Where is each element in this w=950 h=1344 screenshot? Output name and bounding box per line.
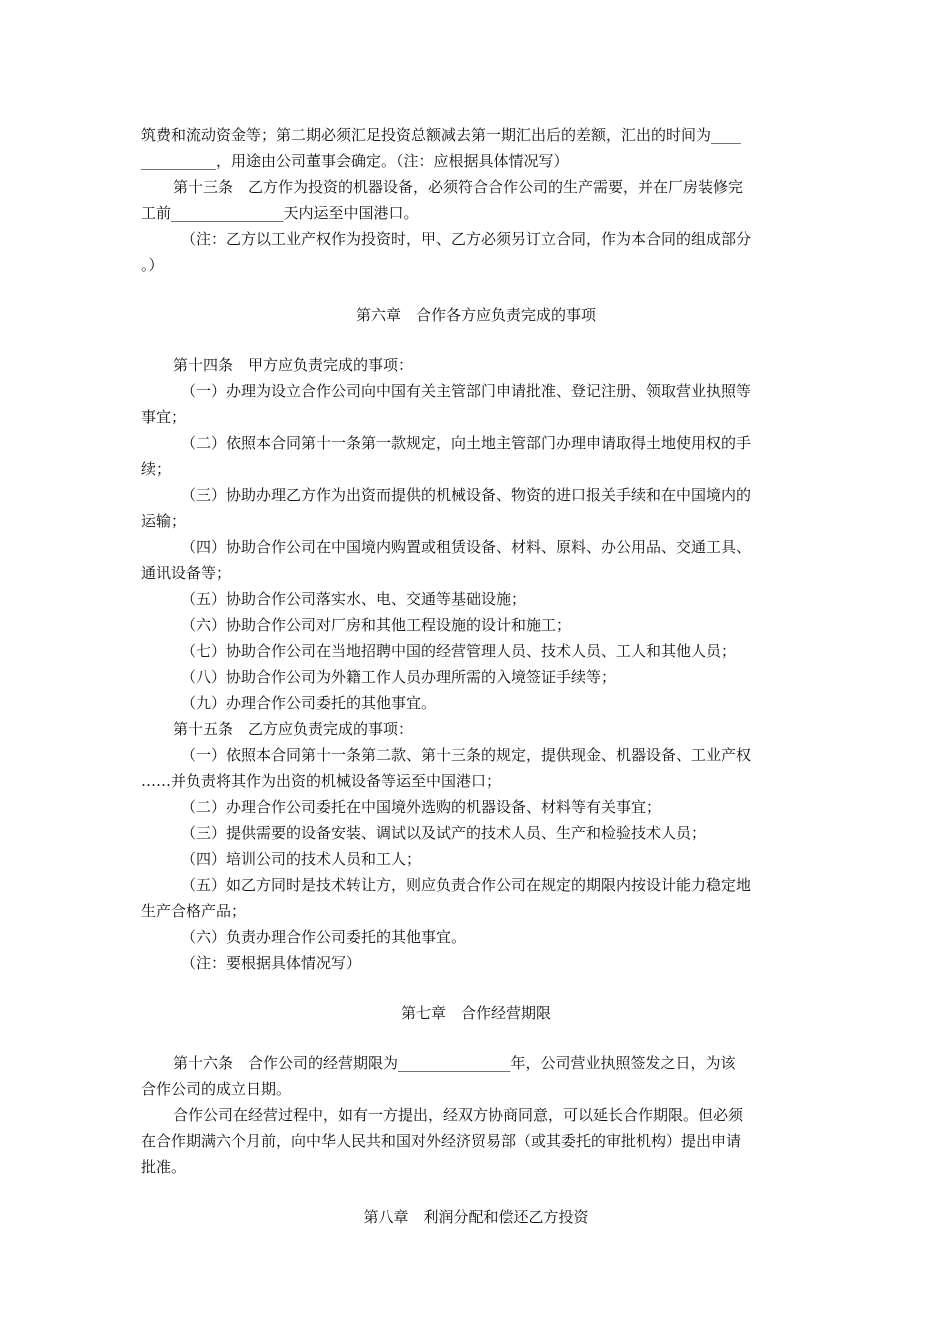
chapter-title: 合作各方应负责完成的事项 xyxy=(416,306,597,324)
list-item: （二）依照本合同第十一条第一款规定，向土地主管部门办理申请取得土地使用权的手 xyxy=(181,434,752,452)
list-item-continuation: ……并负责将其作为出资的机械设备等运至中国港口； xyxy=(141,772,502,790)
paragraph-line: 筑费和流动资金等；第二期必须汇足投资总额减去第一期汇出后的差额，汇出的时间为____ xyxy=(141,126,742,144)
paragraph-line: 工前_______________天内运至中国港口。 xyxy=(141,204,419,222)
article-label: 第十六条 xyxy=(173,1054,234,1072)
paragraph-line: 合作公司在经营过程中，如有一方提出，经双方协商同意，可以延长合作期限。但必须 xyxy=(173,1106,744,1124)
paragraph-line: 批准。 xyxy=(141,1158,187,1176)
article-label: 第十四条 xyxy=(173,356,234,374)
list-item: （四）协助合作公司在中国境内购置或租赁设备、材料、原料、办公用品、交通工具、 xyxy=(181,538,752,556)
list-item: （七）协助合作公司在当地招聘中国的经营管理人员、技术人员、工人和其他人员； xyxy=(181,642,737,660)
paragraph-line: 在合作期满六个月前，向中华人民共和国对外经济贸易部（或其委托的审批机构）提出申请 xyxy=(141,1132,742,1150)
list-item: （一）依照本合同第十一条第二款、第十三条的规定，提供现金、机器设备、工业产权 xyxy=(181,746,752,764)
list-item: （八）协助合作公司为外籍工作人员办理所需的入境签证手续等； xyxy=(181,668,617,686)
list-item-continuation: 运输； xyxy=(141,512,187,530)
list-item: （四）培训公司的技术人员和工人； xyxy=(181,850,422,868)
list-item: （六）协助合作公司对厂房和其他工程设施的设计和施工； xyxy=(181,616,572,634)
article-text: 乙方应负责完成的事项： xyxy=(248,720,414,738)
chapter-label: 第六章 xyxy=(355,306,401,324)
list-item-continuation: 续； xyxy=(141,460,172,478)
chapter-label: 第八章 xyxy=(363,1208,409,1226)
article-text: 乙方作为投资的机器设备，必须符合合作公司的生产需要，并在厂房装修完 xyxy=(248,178,744,196)
note-line: （注：乙方以工业产权作为投资时，甲、乙方必须另订立合同，作为本合同的组成部分 xyxy=(181,230,752,248)
note-line: 。） xyxy=(141,256,164,274)
article-14 xyxy=(141,352,811,378)
article-text: 甲方应负责完成的事项： xyxy=(248,356,414,374)
chapter-heading-6 xyxy=(141,302,811,328)
list-item-continuation: 生产合格产品； xyxy=(141,902,247,920)
list-item: （五）如乙方同时是技术转让方，则应负责合作公司在规定的期限内按设计能力稳定地 xyxy=(181,876,752,894)
article-label: 第十三条 xyxy=(173,178,234,196)
article-label: 第十五条 xyxy=(173,720,234,738)
article-15 xyxy=(141,716,811,742)
article-16 xyxy=(141,1050,811,1076)
list-item: （九）办理合作公司委托的其他事宜。 xyxy=(181,694,437,712)
list-item: （二）办理合作公司委托在中国境外选购的机器设备、材料等有关事宜； xyxy=(181,798,662,816)
list-item-continuation: 通讯设备等； xyxy=(141,564,232,582)
list-item: （六）负责办理合作公司委托的其他事宜。 xyxy=(181,928,467,946)
list-item: （五）协助合作公司落实水、电、交通等基础设施； xyxy=(181,590,527,608)
chapter-heading-7 xyxy=(141,1000,811,1026)
paragraph-line: __________，用途由公司董事会确定。（注：应根据具体情况写） xyxy=(141,152,569,170)
article-text: 合作公司的经营期限为_______________年，公司营业执照签发之日，为该 xyxy=(248,1054,736,1072)
chapter-label: 第七章 xyxy=(400,1004,446,1022)
document-page xyxy=(141,122,811,1230)
list-item: （三）协助办理乙方作为出资而提供的机械设备、物资的进口报关手续和在中国境内的 xyxy=(181,486,752,504)
article-13 xyxy=(141,174,811,200)
chapter-title: 合作经营期限 xyxy=(461,1004,552,1022)
list-item-continuation: 事宜； xyxy=(141,408,187,426)
note-line: （注：要根据具体情况写） xyxy=(181,954,362,972)
chapter-title: 利润分配和偿还乙方投资 xyxy=(423,1208,589,1226)
list-item: （一）办理为设立合作公司向中国有关主管部门申请批准、登记注册、领取营业执照等 xyxy=(181,382,752,400)
paragraph-line: 合作公司的成立日期。 xyxy=(141,1080,292,1098)
chapter-heading-8 xyxy=(141,1204,811,1230)
list-item: （三）提供需要的设备安装、调试以及试产的技术人员、生产和检验技术人员； xyxy=(181,824,707,842)
